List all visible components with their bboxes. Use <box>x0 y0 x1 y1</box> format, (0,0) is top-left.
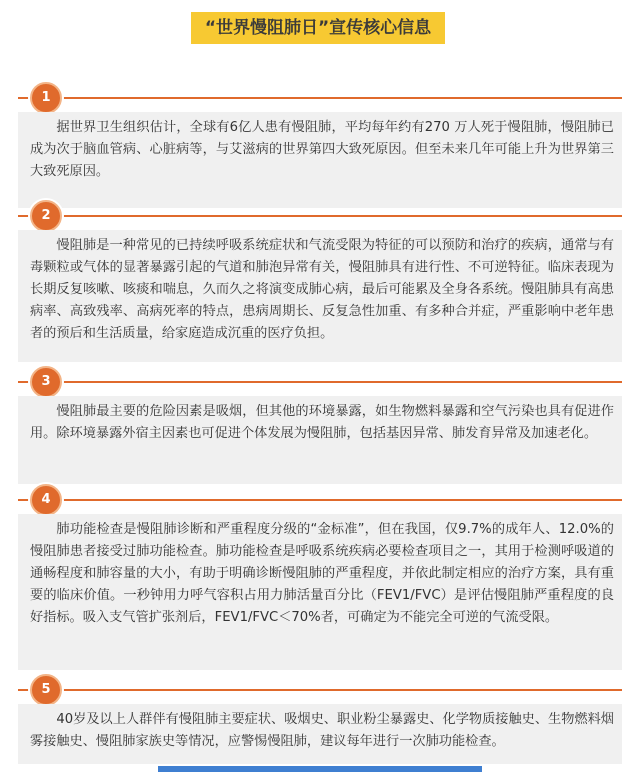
section-number-badge: 5 <box>30 674 62 706</box>
section-text-box <box>18 514 622 670</box>
section-divider <box>18 215 622 217</box>
section-text: 据世界卫生组织估计，全球有6亿人患有慢阻肺，平均每年约有270 万人死于慢阻肺，慢阻肺已成为次于脑血管病、心脏病等，与艾滋病的世界第四大致死原因。但至未来几年可能上升为世界第三大致死原因。 <box>30 120 614 179</box>
section-text-box <box>18 704 622 764</box>
section-number-badge: 4 <box>30 484 62 516</box>
page-title: “世界慢阻肺日”宣传核心信息 <box>191 12 445 44</box>
section-text: 40岁及以上人群伴有慢阻肺主要症状、吸烟史、职业粉尘暴露史、化学物质接触史、生物燃料烟雾接触史、慢阻肺家族史等情况，应警惕慢阻肺，建议每年进行一次肺功能检查。 <box>30 712 614 749</box>
bottom-accent-bar <box>158 766 482 772</box>
section-text: 肺功能检查是慢阻肺诊断和严重程度分级的“金标准”，但在我国，仅9.7%的成年人、12.0%的慢阻肺患者接受过肺功能检查。肺功能检查是呼吸系统疾病必要检查项目之一，其用于检测呼吸道的通畅程度和肺容量的大小，有助于明确诊断慢阻肺的严重程度，并依此制定相应的治疗方案，具有重要的临床价值。一秒钟用力呼气容积占用力肺活量百分比（FEV1/FVC）是评估慢阻肺严重程度的良好指标。吸入支气管扩张剂后，FEV1/FVC＜70%者，可确定为不能完全可逆的气流受限。 <box>30 522 614 625</box>
section-number-badge: 1 <box>30 82 62 114</box>
section-text: 慢阻肺最主要的危险因素是吸烟，但其他的环境暴露，如生物燃料暴露和空气污染也具有促进作用。除环境暴露外宿主因素也可促进个体发展为慢阻肺，包括基因异常、肺发育异常及加速老化。 <box>30 404 614 441</box>
section-divider <box>18 499 622 501</box>
section-text: 慢阻肺是一种常见的已持续呼吸系统症状和气流受限为特征的可以预防和治疗的疾病，通常与有毒颗粒或气体的显著暴露引起的气道和肺泡异常有关，慢阻肺具有进行性、不可逆特征。临床表现为长期反复咳嗽、咳痰和喘息，久而久之将演变成肺心病，最后可能累及全身各系统。慢阻肺具有高患病率、高致残率、高病死率的特点，患病周期长、反复急性加重、有多种合并症，严重影响中老年患者的预后和生活质量，给家庭造成沉重的医疗负担。 <box>30 238 614 341</box>
section-divider <box>18 689 622 691</box>
title-wrap <box>0 12 636 44</box>
section-text-box <box>18 396 622 484</box>
section-number-badge: 3 <box>30 366 62 398</box>
section-text-box <box>18 112 622 208</box>
section-text-box <box>18 230 622 362</box>
section-divider <box>18 381 622 383</box>
section-divider <box>18 97 622 99</box>
section-number-badge: 2 <box>30 200 62 232</box>
